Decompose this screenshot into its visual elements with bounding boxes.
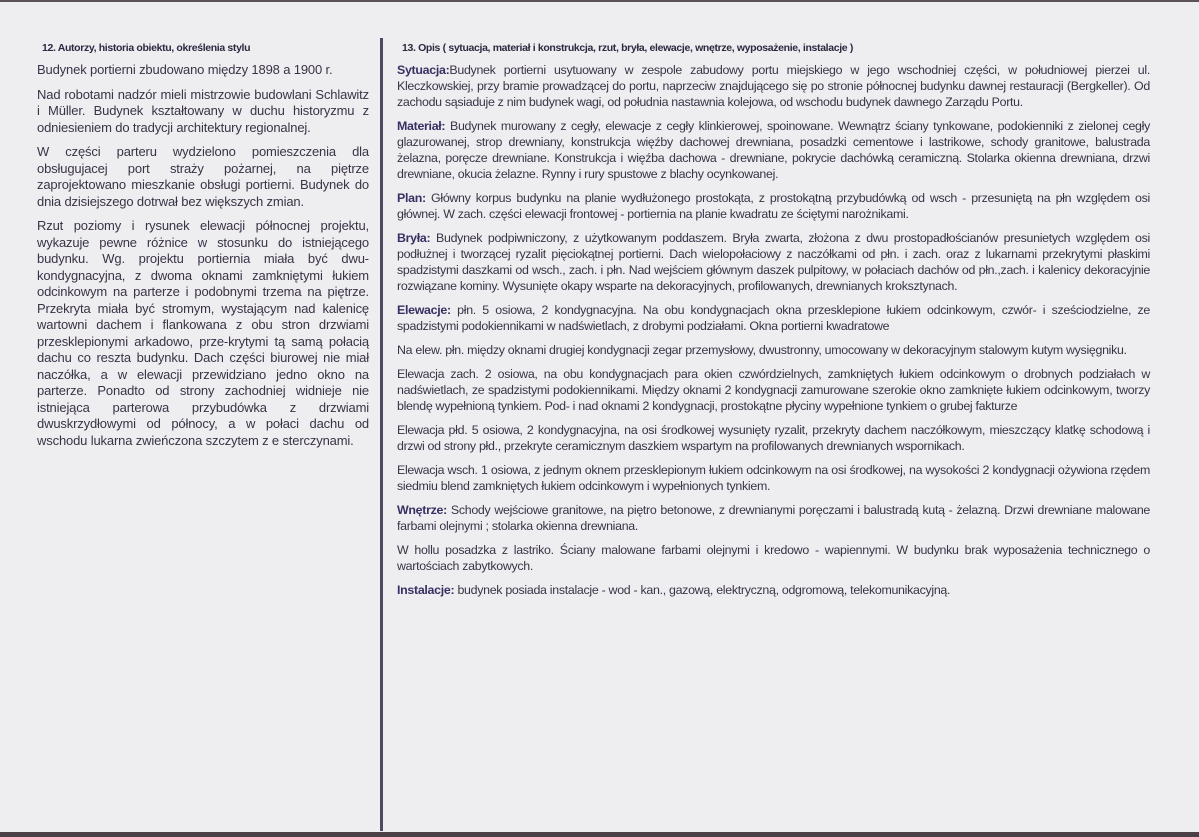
- section-13-description: [397, 38, 1150, 606]
- label-installations: Instalacje:: [397, 583, 455, 597]
- paragraph: Budynek portierni zbudowano między 1898 a 1900 r.: [37, 62, 333, 77]
- paragraph-situation: [397, 62, 1150, 110]
- text: płn. 5 osiowa, 2 kondygnacyjna. Na obu kondygnacjach okna przesklepione łukiem odcinkowym, czwór- i sześciodzielne, ze spadzistymi podokiennikami w nadświetlach, z drobymi podziałami. Okna portierni kwadratowe: [397, 303, 1150, 333]
- paragraph-clock: [397, 342, 1150, 358]
- label-situation: Sytuacja:: [397, 63, 450, 77]
- text: Elewacja zach. 2 osiowa, na obu kondygnacjach para okien czwórdzielnych, zamkniętych łukiem odcinkowym o drobnych podziałach w nadświetlach, ze spadzistymi podokiennikami. Między oknami 2 kondygnacji zamurowane szerokie okno zamknięte łukiem odcinkowym, tworzy blendę wypełnioną tynkiem. Pod- i nad oknami 2 kondygnacji, prostokątne płyciny wypełnione tynkiem o grubej fakturze: [397, 367, 1150, 413]
- label-interior: Wnętrze:: [397, 503, 447, 517]
- text: Budynek murowany z cegły, elewacje z cegły klinkierowej, spoinowane. Wewnątrz ściany tynkowane, podokienniki z zielonej cegły glazurowanej, strop drewniany, konstrukcja więźby dachowej drewniana, posadzki cementowe i lastrikowe, schody granitowe, balustrada żelazna, poręcze drewniane. Konstrukcja i więźba dachowa - drewniane, pokrycie dachówką ceramiczną. Stolarka okienna drewniana, drzwi drewniane, okucia żelazne. Rynny i rury spustowe z blachy ocynkowanej.: [397, 119, 1150, 181]
- section-12-heading: 12. Autorzy, historia obiektu, określenia stylu: [42, 42, 251, 54]
- text: Główny korpus budynku na planie wydłużonego prostokąta, z prostokątną przybudówką od wsch - przesuniętą na płn względem osi głównej. W zach. części elewacji frontowej - portiernia na planie kwadratu ze ściętymi narożnikami.: [397, 191, 1150, 221]
- scan-edge-bottom: [0, 832, 1199, 837]
- label-material: Materiał:: [397, 119, 446, 133]
- paragraph-east-elevation: [397, 462, 1150, 494]
- paragraph-elevations: [397, 302, 1150, 334]
- paragraph-material: [397, 118, 1150, 182]
- text: Na elew. płn. między oknami drugiej kondygnacji zegar przemysłowy, dwustronny, umocowany w dekoracyjnym stalowym kutym wysięgniku.: [397, 343, 1127, 357]
- paragraph-west-elevation: [397, 366, 1150, 414]
- scan-edge-top: [0, 0, 1199, 2]
- section-13-heading: 13. Opis ( sytuacja, materiał i konstrukcja, rzut, bryła, elewacje, wnętrze, wyposażenie, instalacje ): [402, 42, 853, 54]
- paragraph-interior: [397, 502, 1150, 534]
- text: budynek posiada instalacje - wod - kan., gazową, elektryczną, odgromową, telekomunikacyjną.: [454, 583, 951, 597]
- text: W hollu posadzka z lastriko. Ściany malowane farbami olejnymi i kredowo - wapiennymi. W budynku brak wyposażenia technicznego o wartościach zabytkowych.: [397, 543, 1150, 573]
- text: Budynek portierni usytuowany w zespole zabudowy portu miejskiego w jego wschodniej części, w południowej pierzei ul. Kleczkowskiej, przy bramie prowadzącej do portu, naprzeciw znajdującego się po stronie północnej budynku dawnej restauracji (Bergkeller). Od zachodu sąsiaduje z nim budynek wagi, od południa nastawnia kolejowa, od wschodu budynek dawnego Zarządu Portu.: [397, 63, 1150, 109]
- label-elevations: Elewacje:: [397, 303, 451, 317]
- section-12-history: [37, 38, 369, 457]
- text: Elewacja płd. 5 osiowa, 2 kondygnacyjna, na osi środkowej wysunięty ryzalit, przekryty dachem naczółkowym, mieszczący klatkę schodową i drzwi od strony płd., przekryte ceramicznym daszkiem wspartym na profilowanych drewnianych wspornikach.: [397, 423, 1150, 453]
- label-massing: Bryła:: [397, 231, 431, 245]
- paragraph-plan: [397, 190, 1150, 222]
- paragraph-installations: [397, 582, 1150, 598]
- paragraph-massing: [397, 230, 1150, 294]
- text: Budynek podpiwniczony, z użytkowanym poddaszem. Bryła zwarta, złożona z dwu prostopadłościanów presunietych względem osi podłużnej i tworzącej ryzalit pięciokątnej portierni. Dach wielopołaciowy z naczółkami od płn. i zach. oraz z lukarnami przekrytymi płaskimi spadzistymi daszkami od wsch., zach. i płn. Nad wejściem głównym daszek pulpitowy, w połaciach dachów od płn.,zach. i kalenicy dekoracyjnie rozwiązane kominy. Wysunięte okapy wsparte na dekoracyjnych, profilowanych, drewnianych kroksztynach.: [397, 231, 1150, 293]
- paragraph: W części parteru wydzielono pomieszczenia dla obsługujacej port straży pożarnej, na piętrze zaprojektowano mieszkanie obsługi portierni. Budynek do dnia dzisiejszego dotrwał bez większych zmian.: [37, 144, 369, 209]
- text: Elewacja wsch. 1 osiowa, z jednym oknem przesklepionym łukiem odcinkowym na osi środkowej, na wysokości 2 kondygnacji ożywiona rzędem siedmiu blend zamkniętych łukiem odcinkowym i wypełnionych tynkiem.: [397, 463, 1150, 493]
- text: Schody wejściowe granitowe, na piętro betonowe, z drewnianymi poręczami i balustradą kutą - żelazną. Drzwi drewniane malowane farbami olejnymi ; stolarka okienna drewniana.: [397, 503, 1150, 533]
- paragraph-hall: [397, 542, 1150, 574]
- paragraph: Nad robotami nadzór mieli mistrzowie budowlani Schlawitz i Müller. Budynek kształtowany w duchu historyzmu z odniesieniem do tradycji architektury regionalnej.: [37, 86, 369, 135]
- paragraph: Rzut poziomy i rysunek elewacji północnej projektu, wykazuje pewne różnice w stosunku do istniejącego budynku. Wg. projektu portiernia miała być dwu-kondygnacyjna, z dwoma oknami zamkniętymi łukiem odcinkowym na parterze i podobnymi trzema na piętrze. Przekryta miała być stromym, wystającym nad kalenicę wartowni dachem i flankowana z obu stron drzwiami przesklepionymi arkadowo, prze-krytymi tą samą połacią dachu co reszta budynku. Dach części biurowej nie miał naczółka, a w elewacji przewidziano jedno okno na parterze. Ponadto od strony zachodniej widnieje nie istniejąca parterowa przybudówka z drzwiami dwuskrzydłowymi od północy, a w połaci dachu od wschodu lukarna zwieńczona szczytem z e sterczynami.: [37, 218, 369, 448]
- column-divider: [380, 38, 383, 831]
- paragraph-south-elevation: [397, 422, 1150, 454]
- label-plan: Plan:: [397, 191, 426, 205]
